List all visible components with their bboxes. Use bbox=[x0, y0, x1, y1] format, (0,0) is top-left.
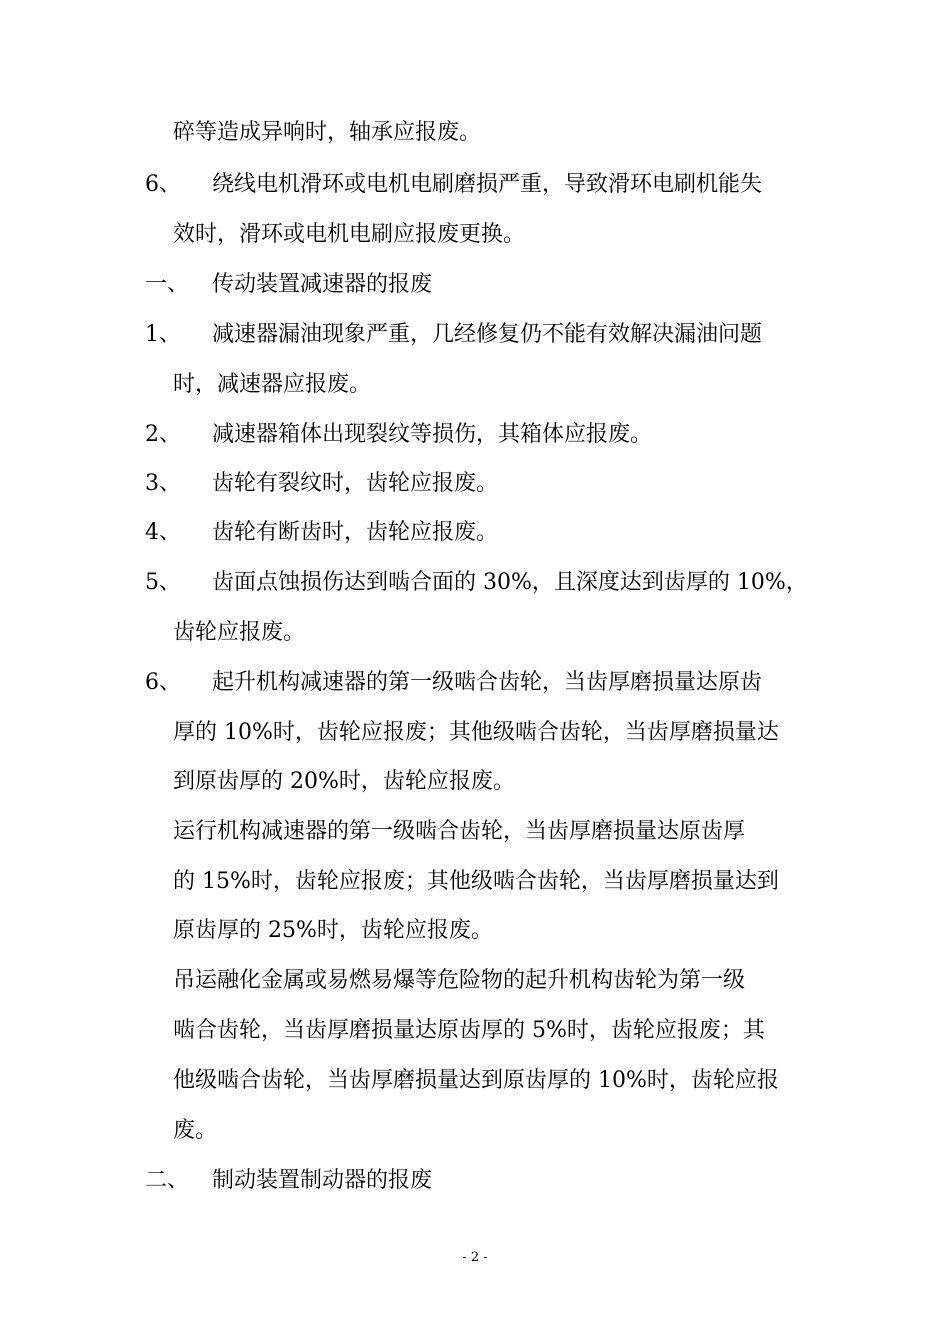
line-text: 效时，滑环或电机电刷应报废更换。 bbox=[173, 222, 526, 247]
text-line bbox=[173, 867, 779, 897]
line-text: 齿轮有裂纹时，齿轮应报废。 bbox=[212, 471, 499, 496]
text-line bbox=[173, 220, 525, 250]
text-line bbox=[173, 618, 305, 648]
item-number: 3、 bbox=[145, 471, 181, 496]
line-text: 绕线电机滑环或电机电刷磨损严重，导致滑环电刷机能失 bbox=[212, 172, 763, 197]
line-text: 运行机构减速器的第一级啮合齿轮，当齿厚磨损量达原齿厚 bbox=[173, 819, 746, 844]
item-number: 6、 bbox=[145, 172, 181, 197]
line-text: 齿轮有断齿时，齿轮应报废。 bbox=[212, 520, 499, 545]
page-number: - 2 - bbox=[462, 1250, 488, 1265]
text-line bbox=[173, 817, 745, 847]
line-text: 废。 bbox=[173, 1118, 218, 1143]
text-line bbox=[173, 916, 493, 946]
line-text: 厚的 10%时，齿轮应报废；其他级啮合齿轮，当齿厚磨损量达 bbox=[173, 720, 779, 745]
line-text: 吊运融化金属或易燃易爆等危险物的起升机构齿轮为第一级 bbox=[173, 968, 746, 993]
text-line bbox=[173, 118, 481, 148]
item-number: 1、 bbox=[145, 322, 181, 347]
text-line bbox=[173, 1116, 217, 1146]
line-text: 减速器箱体出现裂纹等损伤，其箱体应报废。 bbox=[212, 422, 653, 447]
line-text: 起升机构减速器的第一级啮合齿轮，当齿厚磨损量达原齿 bbox=[212, 670, 763, 695]
item-number: 2、 bbox=[145, 422, 181, 447]
text-line bbox=[173, 1066, 779, 1096]
item-number: 5、 bbox=[145, 570, 181, 595]
line-text: 齿轮应报废。 bbox=[173, 620, 306, 645]
line-text: 减速器漏油现象严重，几经修复仍不能有效解决漏油问题 bbox=[212, 322, 763, 347]
line-text: 他级啮合齿轮，当齿厚磨损量达到原齿厚的 10%时，齿轮应报 bbox=[173, 1068, 779, 1093]
section-title: 传动装置减速器的报废 bbox=[212, 272, 433, 297]
line-text: 碎等造成异响时，轴承应报废。 bbox=[173, 120, 482, 145]
text-line bbox=[173, 1016, 765, 1046]
line-text: 的 15%时，齿轮应报废；其他级啮合齿轮，当齿厚磨损量达到 bbox=[173, 869, 779, 894]
text-line bbox=[173, 966, 745, 996]
line-text: 齿面点蚀损伤达到啮合面的 30%，且深度达到齿厚的 10%， bbox=[212, 570, 808, 595]
section-number: 一、 bbox=[145, 272, 190, 297]
section-number: 二、 bbox=[145, 1168, 190, 1193]
text-line bbox=[173, 767, 515, 797]
line-text: 时，减速器应报废。 bbox=[173, 372, 372, 397]
item-number: 6、 bbox=[145, 670, 181, 695]
text-line bbox=[173, 370, 371, 400]
line-text: 啮合齿轮，当齿厚磨损量达原齿厚的 5%时，齿轮应报废；其 bbox=[173, 1018, 765, 1043]
text-line bbox=[173, 718, 779, 748]
line-text: 原齿厚的 25%时，齿轮应报废。 bbox=[173, 918, 493, 943]
item-number: 4、 bbox=[145, 520, 181, 545]
section-title: 制动装置制动器的报废 bbox=[212, 1168, 433, 1193]
line-text: 到原齿厚的 20%时，齿轮应报废。 bbox=[173, 769, 515, 794]
